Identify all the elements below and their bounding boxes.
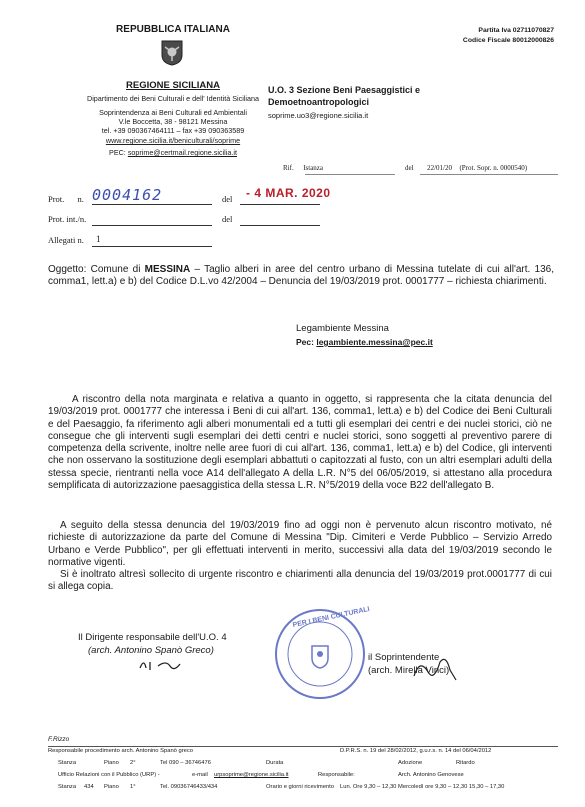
prot-date-stamp: - 4 MAR. 2020 bbox=[246, 186, 331, 200]
office-pec-link[interactable]: soprime@certmail.regione.sicilia.it bbox=[127, 148, 237, 157]
prot-int-date-underline bbox=[240, 225, 320, 226]
rif-label: Rif. bbox=[283, 164, 294, 172]
subject-text: – Taglio alberi in aree del centro urbano di Messina tutelate di cui all'art. 136, comma1, lett.a) e b) del Codice D.L.vo 42/2004 – Denuncia del 19/03/2019 prot. 0001777 – richiesta chiarimenti. bbox=[48, 264, 554, 287]
reference-date bbox=[405, 164, 527, 172]
region-heading: REGIONE SICILIANA bbox=[126, 80, 220, 91]
allegati-value: 1 bbox=[96, 234, 101, 244]
footer-floor-value: 2° bbox=[130, 760, 136, 766]
uo-email: soprime.uo3@regione.sicilia.it bbox=[268, 111, 369, 120]
footer-urp-phone: Tel. 09036746433/434 bbox=[160, 784, 218, 790]
footer-duration-label: Durata bbox=[266, 760, 284, 766]
prot-int-underline bbox=[92, 225, 212, 226]
footer-phone: Tel 090 – 36746476 bbox=[160, 760, 211, 766]
prot-date-underline bbox=[240, 204, 320, 205]
codice-fiscale: Codice Fiscale 80012000826 bbox=[462, 37, 554, 44]
footer-hours-value: Lun. Ore 9,30 – 12,30 Mercoledì ore 9,30 – 12,30 15,30 – 17,30 bbox=[340, 784, 505, 790]
subject-label: Oggetto: Comune di bbox=[48, 264, 145, 275]
prot-number-underline bbox=[92, 204, 212, 205]
footer-divider bbox=[48, 746, 558, 747]
uo-heading-2: Demoetnoantropologici bbox=[268, 97, 369, 107]
istanza-del-label: del bbox=[405, 164, 414, 172]
body-paragraph-2: A seguito della stessa denuncia del 19/03/2019 fino ad oggi non è pervenuto alcun riscontro motivato, né richieste di autorizzazione da parte del Comune di Messina "Dip. Cimiteri e Verde Pubblico – Servizio Arredo Urbano e Verde Pubblico", per gli effettuati interventi in merito, successivi alla data del 19/03/2019 secondo le normative vigenti. bbox=[48, 520, 552, 568]
footer-hours-label: Orario e giorni ricevimento bbox=[266, 784, 334, 790]
footer-urp-floor-value: 1° bbox=[130, 784, 136, 790]
department-line: Dipartimento dei Beni Culturali e dell' Identità Siciliana bbox=[87, 94, 259, 103]
footer-adoption-label: Adozione bbox=[398, 760, 423, 766]
uo-heading-1: U.O. 3 Sezione Beni Paesaggistici e bbox=[268, 85, 421, 95]
allegati-label: Allegati n. bbox=[48, 235, 84, 245]
recipient-pec bbox=[296, 337, 433, 347]
footer-delay-label: Ritardo bbox=[456, 760, 475, 766]
office-phone: tel. +39 090367464111 – fax +39 090363589 bbox=[101, 126, 245, 135]
office-line-1: Soprintendenza ai Beni Culturali ed Ambientali bbox=[99, 108, 247, 117]
office-pec-label: PEC: bbox=[109, 148, 126, 157]
istanza-date: 22/01/20 bbox=[427, 164, 452, 172]
allegati-underline bbox=[92, 246, 212, 247]
footer-row-1 bbox=[58, 760, 558, 769]
footer-row-2 bbox=[58, 772, 558, 781]
prot-n-label: n. bbox=[77, 194, 84, 204]
footer-urp-floor-label: Piano bbox=[104, 784, 119, 790]
footer-row-3 bbox=[58, 784, 558, 793]
recipient-pec-link[interactable]: legambiente.messina@pec.it bbox=[316, 337, 433, 347]
prot-label-text: Prot. bbox=[48, 194, 65, 204]
partita-iva: Partita Iva 02711070827 bbox=[478, 27, 554, 34]
body-paragraph-1: A riscontro della nota marginata e relativa a quanto in oggetto, si rappresenta che la citata denuncia del 19/03/2019 prot. 0001777 che interessa i Beni di cui all'art. 136, comma1, lett.a) e b) del Codice dei Beni Culturali e del Paesaggio, fa riferimento agli alberi monumentali ed a tutti gli esemplari dei centri e dei nuclei storici, ciò ne consegue che gli interventi sugli esemplari dei detti centri e nuclei storici, sono soggetti al preventivo parere di competenza della scrivente, inoltre nelle aree fuori di cui all'art. 136, comma1, lett.a) e b) del Codice, gli interventi che non osservano la sostituzione degli esemplari abbattuti o capitozzati al fusto, con un altri esemplari adulti della stessa specie, rientranti nella voce A14 dell'allegato A della L.R. N°5 del 06/05/2019, si attestano alla procedura semplificata di autorizzazione paesaggistica della stessa L.R. N°5/2019 della voce B22 dell'allegato B. bbox=[48, 394, 552, 492]
istanza-date-underline bbox=[420, 174, 558, 175]
footer-room-label: Stanza bbox=[58, 760, 77, 766]
footer-responsible: Responsabile procedimento arch. Antonino Spanò greco bbox=[48, 748, 194, 754]
footer-urp-room-label: Stanza bbox=[58, 784, 77, 790]
office-pec bbox=[58, 148, 288, 157]
signatory-left-title: Il Dirigente responsabile dell'U.O. 4 bbox=[78, 632, 227, 643]
footer-responsible-name: Arch. Antonino Genovese bbox=[398, 772, 464, 778]
footer-email-label: e-mail bbox=[192, 772, 208, 778]
official-stamp-text: PER I BENI CULTURALI bbox=[292, 605, 371, 630]
prot-int-del-label: del bbox=[222, 214, 233, 224]
subject-city: MESSINA bbox=[144, 264, 191, 275]
recipient-pec-label: Pec: bbox=[296, 337, 314, 347]
footer-urp-room-value: 434 bbox=[84, 784, 94, 790]
prot-label bbox=[48, 194, 84, 204]
signatory-right-name: (arch. Mirella Vinci) bbox=[368, 665, 450, 676]
prot-sopr-value: 0000540) bbox=[500, 164, 528, 172]
footer-urp-label: Ufficio Relazioni con il Pubblico (URP) - bbox=[58, 772, 160, 778]
istanza-label: Istanza bbox=[303, 164, 324, 172]
prot-del-label: del bbox=[222, 194, 233, 204]
office-address: V.le Boccetta, 38 - 98121 Messina bbox=[118, 117, 228, 126]
footer-dprs: D.P.R.S. n. 19 del 28/02/2012, g.u.r.s. n. 14 del 06/04/2012 bbox=[340, 748, 492, 754]
istanza-underline bbox=[305, 174, 395, 175]
recipient-name: Legambiente Messina bbox=[296, 323, 389, 334]
republic-heading: REPUBBLICA ITALIANA bbox=[116, 24, 230, 35]
prot-int-label: Prot. int./n. bbox=[48, 214, 87, 224]
footer-floor-label: Piano bbox=[104, 760, 119, 766]
footer-responsible-label: Responsabile: bbox=[318, 772, 355, 778]
reference-line bbox=[283, 164, 323, 172]
signature-right-handwritten bbox=[410, 652, 470, 684]
region-emblem bbox=[161, 40, 183, 66]
subject-paragraph bbox=[48, 264, 554, 288]
prot-sopr-label: (Prot. Sopr. n. bbox=[459, 164, 499, 172]
signatory-left-name: (arch. Antonino Spanò Greco) bbox=[88, 645, 214, 656]
signatory-right-title: il Soprintendente bbox=[368, 652, 440, 663]
footer-initials: F.Rizzo bbox=[48, 736, 70, 743]
office-website-link[interactable]: www.regione.sicilia.it/beniculturali/soprime bbox=[105, 136, 241, 145]
body-paragraph-3: Si è inoltrato altresì sollecito di urgente riscontro e chiarimenti alla denuncia del 19/03/2019 prot.0001777 di cui si allega copia. bbox=[48, 569, 552, 593]
footer-urp-email-link[interactable]: urpsoprime@regione.sicilia.it bbox=[214, 772, 289, 778]
signature-left-handwritten bbox=[136, 654, 196, 674]
prot-number: 0004162 bbox=[92, 186, 163, 204]
